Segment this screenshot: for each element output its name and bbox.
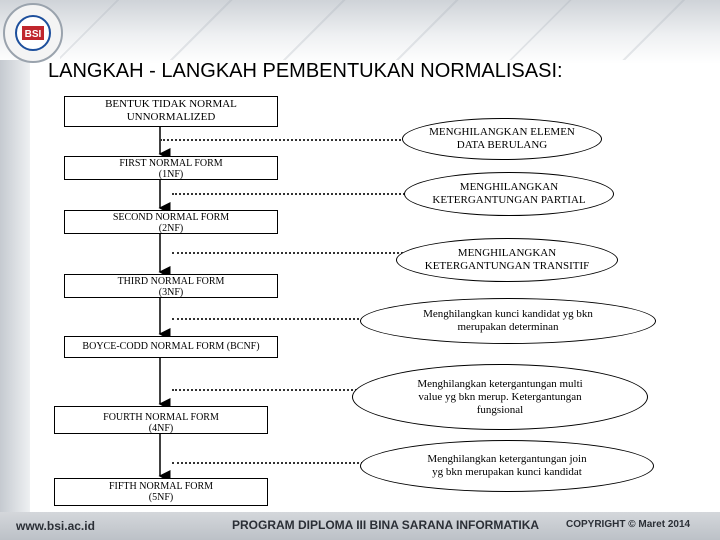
stage-line1: FIRST NORMAL FORM xyxy=(119,158,223,169)
stage-line2: UNNORMALIZED xyxy=(126,111,216,123)
stage-1nf xyxy=(64,156,278,180)
stage-2nf xyxy=(64,210,278,234)
connector-6 xyxy=(172,462,367,464)
step-line1: MENGHILANGKAN xyxy=(457,247,557,259)
stage-line2: (1NF) xyxy=(158,169,184,180)
stage-unnormalized xyxy=(64,96,278,127)
step-line2: yg bkn merupakan kunci kandidat xyxy=(432,466,582,478)
stage-bcnf xyxy=(64,336,278,358)
stage-line2: (2NF) xyxy=(158,223,184,234)
step-line1: Menghilangkan ketergantungan join xyxy=(427,453,587,465)
page-title: LANGKAH - LANGKAH PEMBENTUKAN NORMALISASI: xyxy=(48,60,563,82)
stage-line2: (3NF) xyxy=(158,287,184,298)
logo-mark: BSI xyxy=(24,29,42,40)
stage-3nf xyxy=(64,274,278,298)
step-line1: Menghilangkan ketergantungan multi xyxy=(417,377,583,390)
step-remove-transitive xyxy=(396,238,618,282)
step-remove-join xyxy=(360,440,654,492)
footer-program: PROGRAM DIPLOMA III BINA SARANA INFORMATIKA xyxy=(232,518,540,532)
connector-4 xyxy=(172,318,367,320)
footer-url[interactable]: www.bsi.ac.id xyxy=(16,519,95,533)
stage-line1: SECOND NORMAL FORM xyxy=(112,212,230,223)
step-line2: DATA BERULANG xyxy=(456,139,548,151)
bsi-logo-icon xyxy=(5,5,61,61)
left-stripe xyxy=(0,60,30,512)
step-line2: KETERGANTUNGAN PARTIAL xyxy=(432,194,586,206)
connector-5 xyxy=(172,389,357,391)
stage-line1: FIFTH NORMAL FORM xyxy=(108,481,214,492)
step-line2: value yg bkn merup. Ketergantungan xyxy=(418,390,582,403)
stage-4nf xyxy=(54,406,268,434)
header-band xyxy=(0,0,720,64)
stage-5nf xyxy=(54,478,268,506)
footer-bar xyxy=(0,512,720,540)
stage-line2: (4NF) xyxy=(148,423,174,434)
step-line1: MENGHILANGKAN ELEMEN xyxy=(429,126,575,138)
stage-line1: BENTUK TIDAK NORMAL xyxy=(105,98,237,110)
stage-line1: FOURTH NORMAL FORM xyxy=(103,412,219,423)
bsi-logo xyxy=(3,3,63,63)
step-remove-candidate-key xyxy=(360,298,656,344)
step-line3: fungsional xyxy=(476,403,524,416)
step-remove-partial xyxy=(404,172,614,216)
stage-line2: (5NF) xyxy=(148,492,174,503)
stage-line1: BOYCE-CODD NORMAL FORM (BCNF) xyxy=(82,341,260,352)
step-line1: Menghilangkan kunci kandidat yg bkn xyxy=(423,308,593,320)
connector-3 xyxy=(172,252,407,254)
step-line2: merupakan determinan xyxy=(457,321,559,333)
stage-line1: THIRD NORMAL FORM xyxy=(117,276,225,287)
step-line2: KETERGANTUNGAN TRANSITIF xyxy=(424,260,590,272)
footer-copyright: COPYRIGHT © Maret 2014 xyxy=(566,519,691,530)
connector-1 xyxy=(160,139,405,141)
step-remove-multivalue xyxy=(352,364,648,430)
step-line1: MENGHILANGKAN xyxy=(459,181,559,193)
connector-2 xyxy=(172,193,412,195)
step-remove-repeating xyxy=(402,118,602,160)
